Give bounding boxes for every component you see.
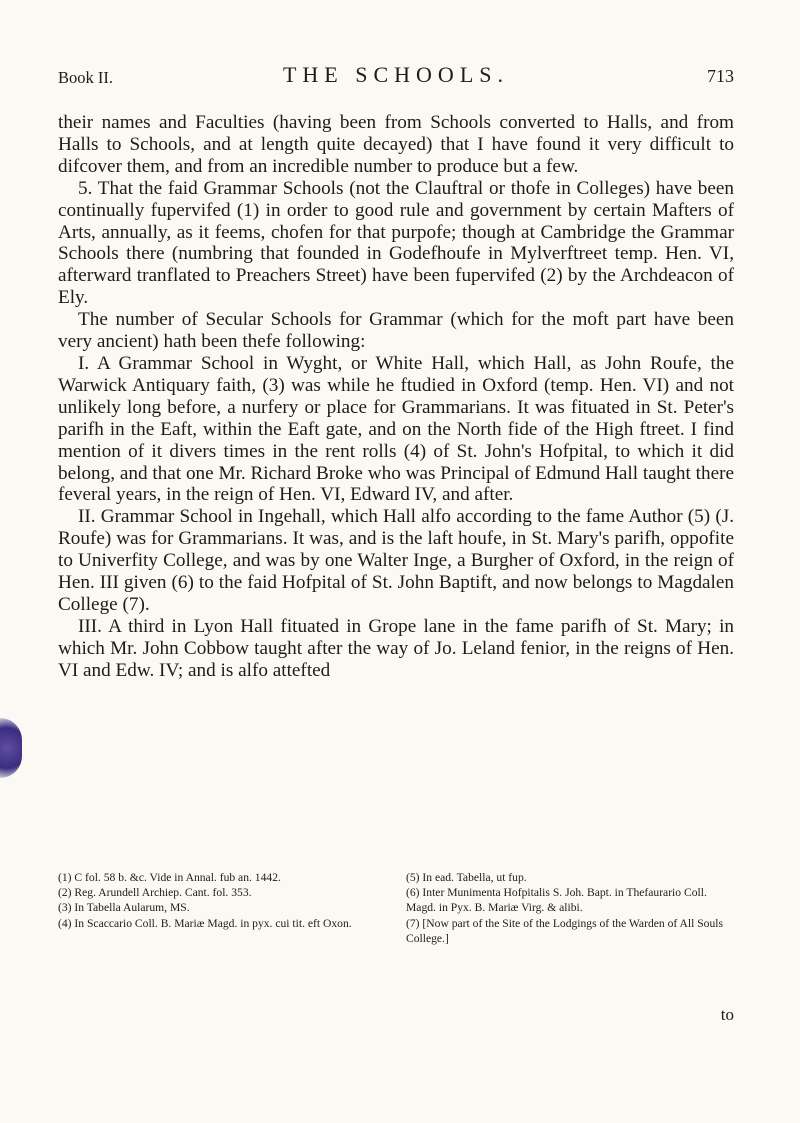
main-text	[58, 112, 734, 682]
paragraph-continuation: their names and Faculties (having been from Schools converted to Halls, and from Halls to Schools, and at length quite decayed) that I have found it very difficult to difcover them, and from an incredible number to produce but a few.	[58, 112, 734, 177]
running-header	[58, 60, 734, 94]
footnote-2: (2) Reg. Arundell Archiep. Cant. fol. 353.	[58, 886, 252, 900]
paragraph-ingehall: II. Grammar School in Ingehall, which Hall alfo according to the fame Author (5) (J. Roufe) was for Grammarians. It was, and is the laft houfe, in St. Mary's parifh, oppofite to Univerfity College, and was by one Walter Inge, a Burgher of Oxford, in the reign of Hen. III given (6) to the faid Hofpital of St. John Baptift, and now belongs to Magdalen College (7).	[58, 506, 734, 615]
footnote-6: (6) Inter Munimenta Hofpitalis S. Joh. Bapt. in Thefaurario Coll. Magd. in Pyx. B. Mariæ Virg. & alibi.	[406, 886, 707, 915]
footnote-4: (4) In Scaccario Coll. B. Mariæ Magd. in pyx. cui tit. eft Oxon.	[58, 916, 352, 930]
footnote-7: (7) [Now part of the Site of the Lodgings of the Warden of All Souls College.]	[406, 916, 723, 945]
paragraph-secular-schools: The number of Secular Schools for Grammar (which for the moft part have been very ancient) hath been thefe following:	[58, 309, 734, 353]
purple-seal-mark	[0, 718, 22, 778]
footnote-5: (5) In ead. Tabella, ut fup.	[406, 871, 527, 884]
catchword: to	[720, 1005, 734, 1024]
page-number: 713	[707, 66, 734, 86]
book-label: Book II.	[58, 68, 113, 87]
running-title: THE SCHOOLS.	[282, 62, 509, 87]
footnote-1: (1) C fol. 58 b. &c. Vide in Annal. fub an. 1442.	[58, 871, 281, 884]
footnotes-right-column	[406, 870, 734, 946]
paragraph-lyon-hall: III. A third in Lyon Hall fituated in Grope lane in the fame parifh of St. Mary; in which Mr. John Cobbow taught after the way of Jo. Leland fenior, in the reigns of Hen. VI and Edw. IV; and is alfo attefted	[58, 615, 734, 681]
paragraph-white-hall: I. A Grammar School in Wyght, or White Hall, which Hall, as John Roufe, the Warwick Antiquary faith, (3) was while he ftudied in Oxford (temp. Hen. VI) and not unlikely long before, a nurfery or place for Grammarians. It was fituated in St. Peter's parifh in the Eaft, within the Eaft gate, and on the North fide of the High ftreet. I find mention of it divers times in the rent rolls (4) of St. John's Hofpital, to which it did belong, and that one Mr. Richard Broke who was Principal of Edmund Hall taught there feveral years, in the reign of Hen. VI, Edward IV, and after.	[58, 352, 734, 506]
paragraph-5: 5. That the faid Grammar Schools (not the Clauftral or thofe in Colleges) have been continually fupervifed (1) in order to good rule and government by certain Mafters of Arts, annually, as it feems, chofen for that purpofe; though at Cambridge the Grammar Schools there (numbring that founded in Godefhoufe in Mylverftreet temp. Hen. VI, afterward tranflated to Preachers Street) have been fupervifed (2) by the Archdeacon of Ely.	[58, 177, 734, 309]
footnote-3: (3) In Tabella Aularum, MS.	[58, 901, 190, 915]
footnotes-left-column	[58, 870, 386, 931]
